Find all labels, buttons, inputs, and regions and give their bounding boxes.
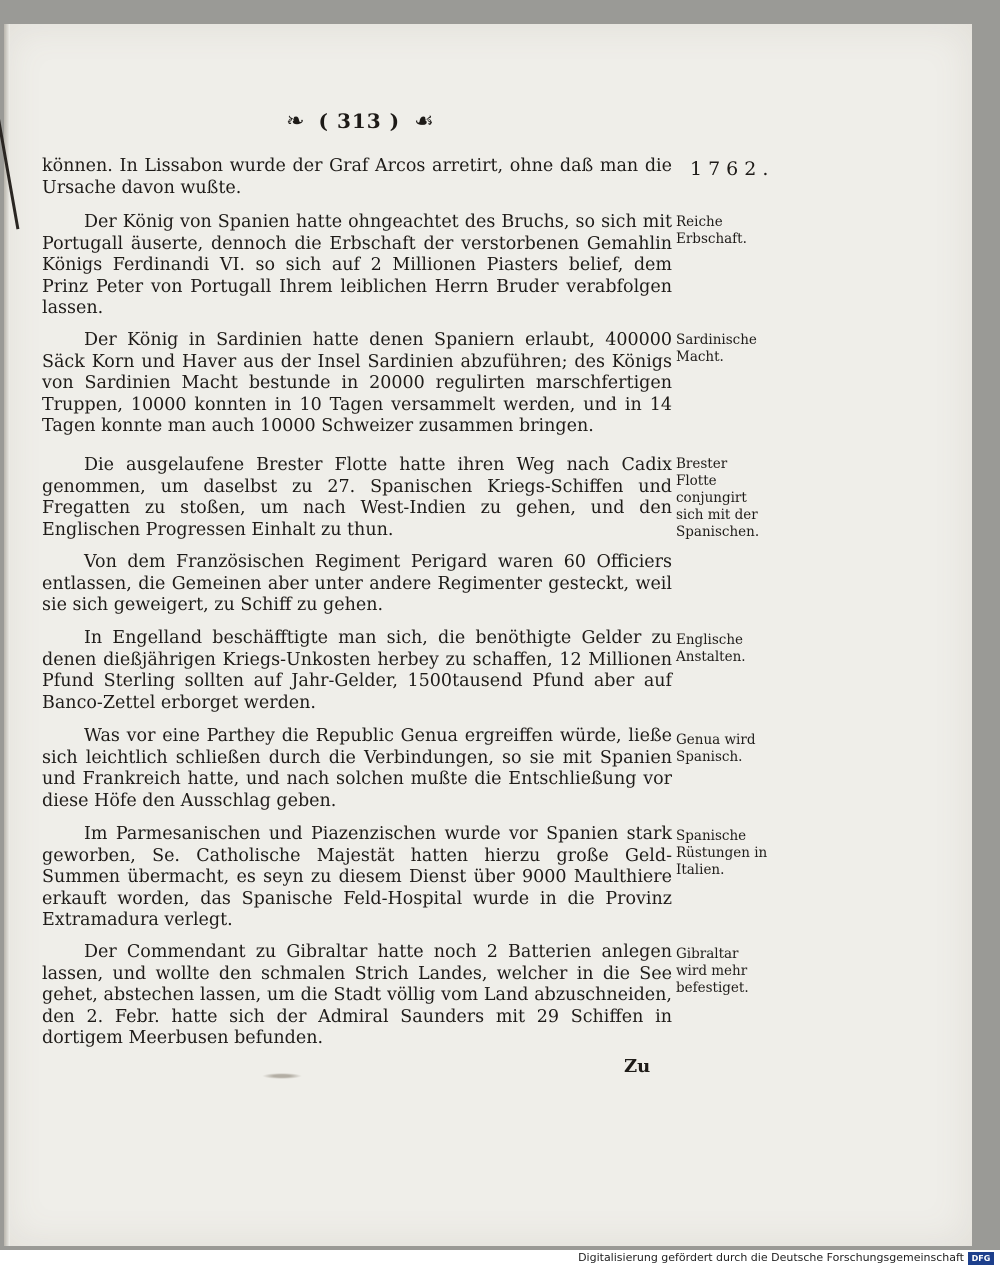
paragraph-text: In Engelland beschäfftigte man sich, die benöthigte Gelder zu denen dießjährigen Kriegs-Unkosten herbey zu schaffen, 12 Millionen Pfund Sterling sollten auf Jahr-Gelder, 1500tausend Pfund aber auf Banco-Zettel erborget werden. bbox=[42, 628, 672, 713]
paragraph-3 bbox=[42, 330, 672, 438]
paragraph-text: können. In Lissabon wurde der Graf Arcos arretirt, ohne daß man die Ursache davon wußte. bbox=[42, 156, 672, 198]
right-ornament-icon: ☙ bbox=[414, 108, 434, 134]
paragraph-text: Was vor eine Parthey die Republic Genua ergreiffen würde, ließe sich leichtlich schließen durch die Verbindungen, so sie mit Spanien und Frankreich hatte, und nach solchen mußte die Entschließung vor diese Höfe den Ausschlag geben. bbox=[42, 726, 672, 811]
ink-smudge bbox=[262, 1073, 302, 1079]
margin-note-6: Spanische Rüstungen in Italien. bbox=[676, 828, 768, 878]
paragraph-9 bbox=[42, 942, 672, 1050]
margin-note-3: Brester Flotte conjungirt sich mit der Spanischen. bbox=[676, 456, 760, 540]
catchword: Zu bbox=[624, 1056, 651, 1077]
paragraph-5 bbox=[42, 552, 672, 617]
left-ornament-icon: ❧ bbox=[286, 108, 305, 134]
paragraph-text: Der König in Sardinien hatte denen Spaniern erlaubt, 400000 Säck Korn und Haver aus der Insel Sardinien abzuführen; des Königs von Sardinien Macht bestunde in 20000 regulirten marschfertigen Truppen, 10000 konnten in 10 Tagen versammelt werden, und in 14 Tagen konnte man auch 10000 Schweizer zusammen bringen. bbox=[42, 330, 672, 436]
margin-note-1: Reiche Erbschaft. bbox=[676, 214, 747, 247]
paragraph-text: Die ausgelaufene Brester Flotte hatte ihren Weg nach Cadix genommen, um daselbst zu 27. Spanischen Kriegs-Schiffen und Fregatten zu stoßen, um nach West-Indien zu gehen, und den Englischen Progressen Einhalt zu thun. bbox=[42, 455, 672, 540]
dfg-logo-icon[interactable]: DFG bbox=[968, 1252, 994, 1265]
page-header bbox=[240, 104, 480, 138]
paragraph-text: Der König von Spanien hatte ohngeachtet des Bruchs, so sich mit Portugall äuserte, dennoch die Erbschaft der verstorbenen Gemahlin Königs Ferdinandi VI. so sich auf 2 Millionen Piasters belief, dem Prinz Peter von Portugall Ihrem leiblichen Herrn Bruder verabfolgen lassen. bbox=[42, 212, 672, 318]
margin-note-7: Gibraltar wird mehr befestiget. bbox=[676, 946, 749, 996]
paragraph-1 bbox=[42, 156, 672, 199]
margin-note-2: Sardinische Macht. bbox=[676, 332, 757, 365]
page-spine-shadow bbox=[4, 24, 10, 1246]
footer-credit: Digitalisierung gefördert durch die Deutsche Forschungsgemeinschaft bbox=[578, 1251, 964, 1264]
paragraph-4 bbox=[42, 455, 672, 541]
paragraph-7 bbox=[42, 726, 672, 812]
paragraph-6 bbox=[42, 628, 672, 714]
paragraph-2 bbox=[42, 212, 672, 320]
year-marginal: 1762. bbox=[690, 158, 775, 180]
margin-note-4: Englische Anstalten. bbox=[676, 632, 746, 665]
paragraph-text: Von dem Französischen Regiment Perigard waren 60 Officiers entlassen, die Gemeinen aber unter andere Regimenter gesteckt, weil sie sich geweigert, zu Schiff zu gehen. bbox=[42, 552, 672, 615]
margin-note-5: Genua wird Spanisch. bbox=[676, 732, 756, 765]
page-number: ( 313 ) bbox=[318, 109, 401, 133]
paragraph-text: Im Parmesanischen und Piazenzischen wurde vor Spanien stark geworben, Se. Catholische Majestät hatten hierzu große Geld-Summen übermacht, es seyn zu diesem Dienst über 9000 Maulthiere erkauft worden, das Spanische Feld-Hospital wurde in die Provinz Extramadura verlegt. bbox=[42, 824, 672, 930]
paragraph-8 bbox=[42, 824, 672, 932]
paragraph-text: Der Commendant zu Gibraltar hatte noch 2 Batterien anlegen lassen, und wollte den schmalen Strich Landes, welcher in die See gehet, abstechen lassen, um die Stadt völlig vom Land abzuschneiden, den 2. Febr. hatte sich der Admiral Saunders mit 29 Schiffen in dortigem Meerbusen befunden. bbox=[42, 942, 672, 1048]
